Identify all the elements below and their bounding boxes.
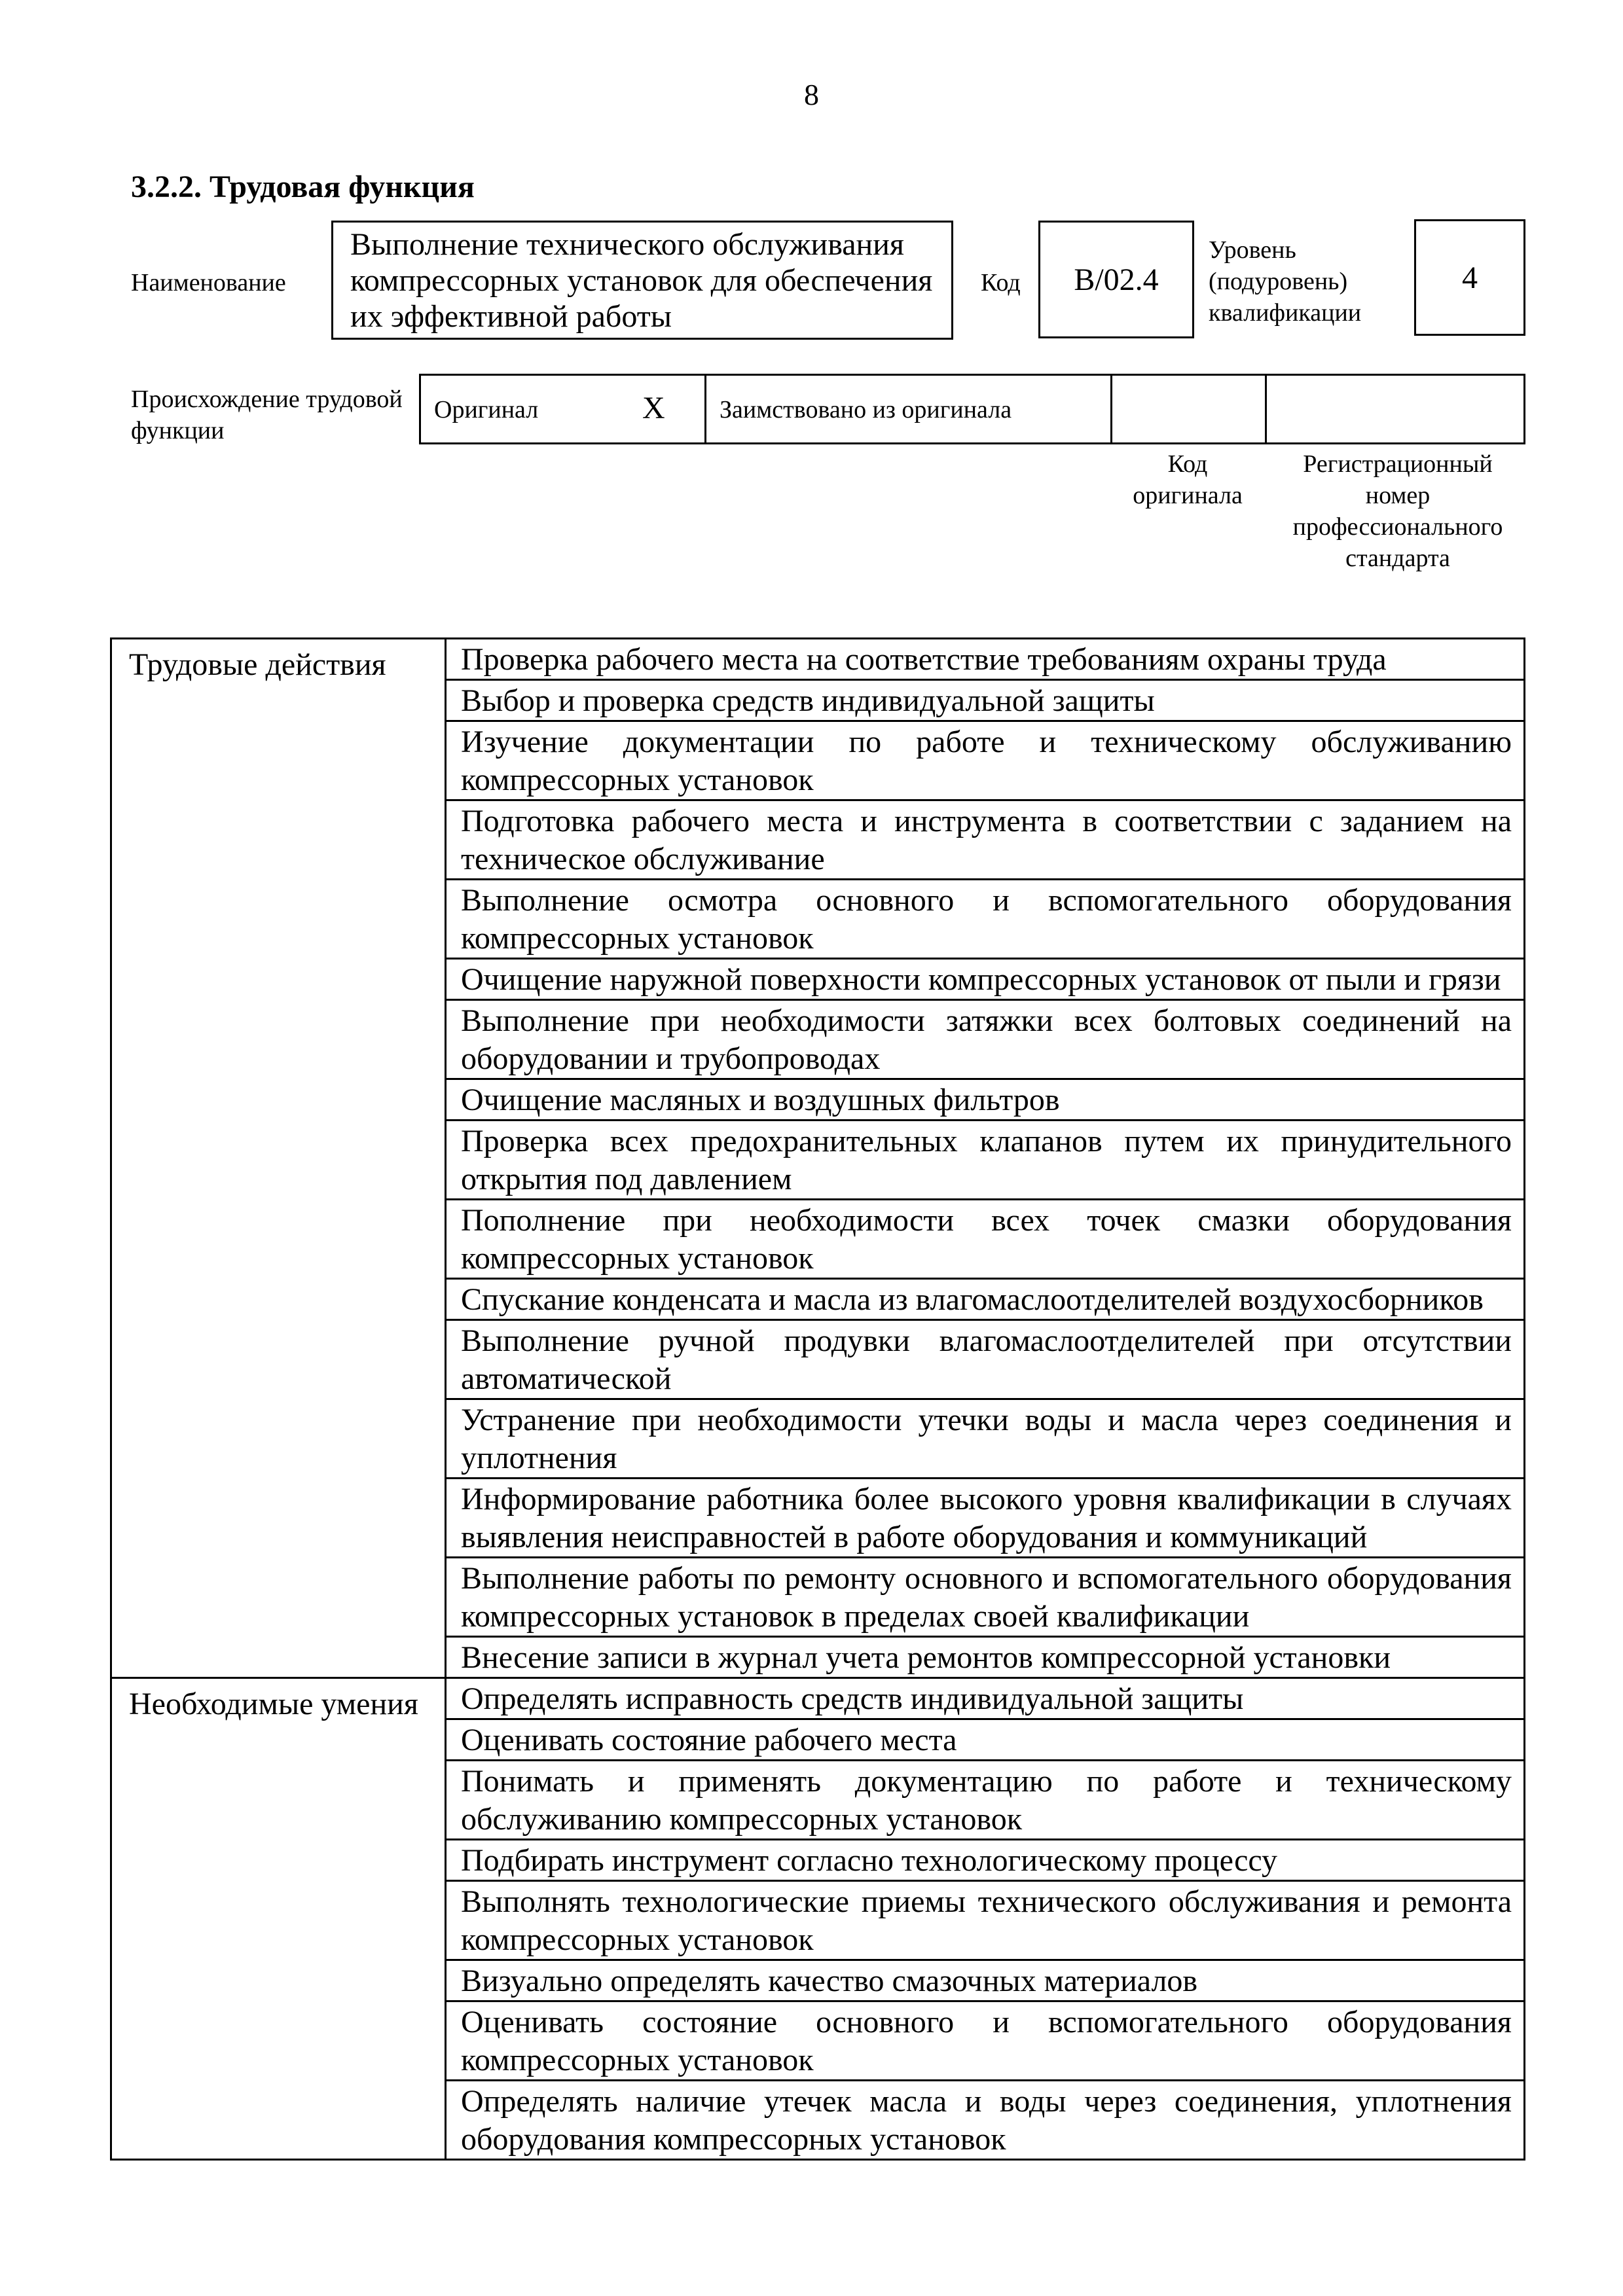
list-item: Выполнение работы по ремонту основного и вспомогательного оборудования компрессорных установок в пределах своей квалификации — [446, 1558, 1525, 1637]
origin-code-cell — [1112, 376, 1267, 442]
table-row — [111, 1678, 1525, 1719]
group-title: Трудовые действия — [111, 639, 446, 1678]
function-name-box — [331, 221, 953, 340]
level-label: Уровень (подуровень) квалификации — [1209, 236, 1362, 327]
section-title: 3.2.2. Трудовая функция — [131, 170, 475, 204]
list-item: Очищение наружной поверхности компрессорных установок от пыли и грязи — [446, 959, 1525, 1000]
list-item: Пополнение при необходимости всех точек смазки оборудования компрессорных установок — [446, 1200, 1525, 1279]
list-item: Информирование работника более высокого уровня квалификации в случаях выявления неисправностей в работе оборудования и коммуникаций — [446, 1479, 1525, 1558]
list-item: Выбор и проверка средств индивидуальной защиты — [446, 680, 1525, 721]
list-item: Понимать и применять документацию по работе и техническому обслуживанию компрессорных установок — [446, 1761, 1525, 1840]
origin-row — [419, 374, 1525, 444]
list-item: Проверка всех предохранительных клапанов путем их принудительного открытия под давлением — [446, 1121, 1525, 1200]
origin-borrowed-cell — [706, 376, 1112, 442]
list-item: Выполнение при необходимости затяжки всех болтовых соединений на оборудовании и трубопроводах — [446, 1000, 1525, 1079]
list-item: Оценивать состояние рабочего места — [446, 1719, 1525, 1761]
list-item: Выполнение ручной продувки влагомаслоотделителей при отсутствии автоматической — [446, 1320, 1525, 1399]
list-item: Подготовка рабочего места и инструмента в соответствии с заданием на техническое обслуживание — [446, 800, 1525, 880]
list-item: Изучение документации по работе и техническому обслуживанию компрессорных установок — [446, 721, 1525, 800]
list-item: Спускание конденсата и масла из влагомаслоотделителей воздухосборников — [446, 1279, 1525, 1320]
list-item: Внесение записи в журнал учета ремонтов компрессорной установки — [446, 1637, 1525, 1678]
list-item: Устранение при необходимости утечки воды и масла через соединения и уплотнения — [446, 1399, 1525, 1479]
origin-reg-number-cell — [1267, 376, 1523, 442]
code-label: Код — [981, 269, 1021, 296]
origin-original-cell — [421, 376, 706, 442]
name-label: Наименование — [131, 269, 286, 296]
function-name-value: Выполнение технического обслуживания компрессорных установок для обеспечения их эффективной работы — [350, 227, 933, 334]
list-item: Определять исправность средств индивидуальной защиты — [446, 1678, 1525, 1719]
original-mark: X — [642, 391, 665, 425]
origin-label: Происхождение трудовой функции — [131, 386, 403, 444]
code-original-label: Код оригинала — [1133, 450, 1243, 509]
list-item: Выполнять технологические приемы технического обслуживания и ремонта компрессорных установок — [446, 1881, 1525, 1960]
list-item: Визуально определять качество смазочных материалов — [446, 1960, 1525, 2001]
borrowed-label: Заимствовано из оригинала — [720, 396, 1012, 423]
function-table — [110, 637, 1525, 2161]
list-item: Оценивать состояние основного и вспомогательного оборудования компрессорных установок — [446, 2001, 1525, 2081]
list-item: Определять наличие утечек масла и воды через соединения, уплотнения оборудования компрессорных установок — [446, 2081, 1525, 2160]
level-value: 4 — [1462, 260, 1478, 295]
list-item: Проверка рабочего места на соответствие требованиям охраны труда — [446, 639, 1525, 680]
table-row — [111, 639, 1525, 680]
level-box — [1414, 219, 1525, 336]
list-item: Подбирать инструмент согласно технологическому процессу — [446, 1840, 1525, 1881]
reg-number-label: Регистрационный номер профессионального стандарта — [1292, 450, 1503, 572]
code-value: B/02.4 — [1074, 262, 1159, 297]
list-item: Выполнение осмотра основного и вспомогательного оборудования компрессорных установок — [446, 880, 1525, 959]
group-title: Необходимые умения — [111, 1678, 446, 2160]
list-item: Очищение масляных и воздушных фильтров — [446, 1079, 1525, 1121]
page-number: 8 — [804, 78, 819, 111]
original-label: Оригинал — [434, 396, 539, 423]
code-box — [1038, 221, 1194, 338]
